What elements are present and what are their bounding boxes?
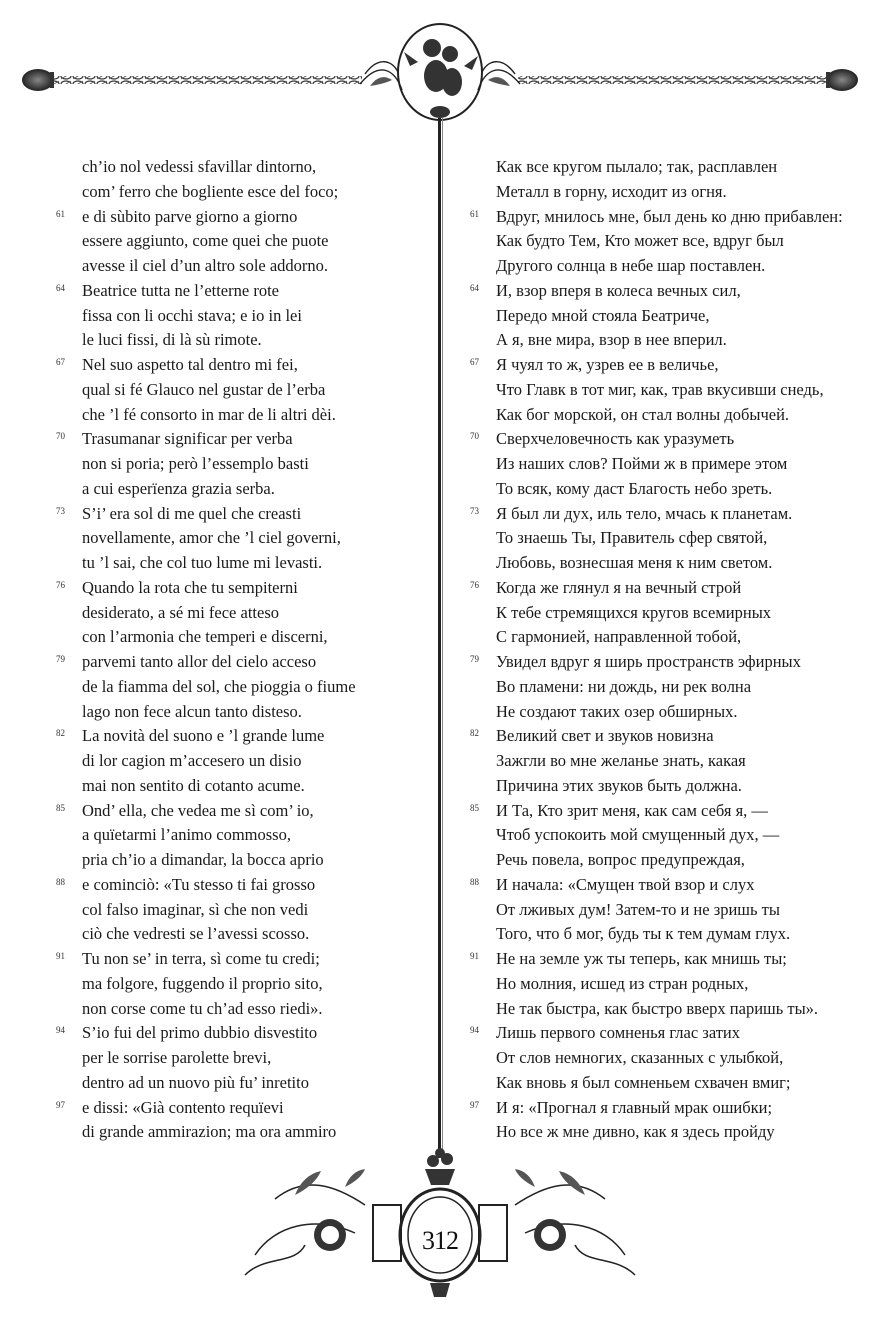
- verse-text: То всяк, кому даст Благость небо зреть.: [496, 478, 773, 498]
- page-number: 312: [422, 1226, 458, 1255]
- verse-line: [470, 403, 870, 428]
- verse-text: de la fiamma del sol, che pioggia o fiume: [82, 676, 356, 696]
- verse-text: От слов немногих, сказанных с улыбкой,: [496, 1048, 784, 1067]
- verse-text: S’io fui del primo dubbio disvestito: [82, 1023, 318, 1043]
- verse-line: [470, 180, 870, 205]
- verse-text: fissa con li occhi stava; e io in lei: [82, 305, 302, 325]
- verse-text: И начала: «Смущен твой взор и слух: [496, 874, 755, 894]
- verse-line: [56, 205, 426, 230]
- verse-text: qual si fé Glauco nel gustar de l’erba: [82, 379, 326, 399]
- verse-text: dentro ad un nuovo più fu’ inretito: [82, 1072, 309, 1092]
- verse-text: ciò che vedresti se l’avessi scosso.: [82, 924, 310, 944]
- verse-line: [470, 502, 870, 527]
- verse-line: [470, 328, 870, 353]
- verse-text: К тебе стремящихся кругов всемирных: [496, 602, 772, 622]
- verse-line: [470, 353, 870, 378]
- line-number: 88: [470, 876, 479, 887]
- verse-text: И я: «Прогнал я главный мрак ошибки;: [496, 1097, 773, 1117]
- verse-text: Но все ж мне дивно, как я здесь пройду: [496, 1122, 775, 1142]
- verse-line: [56, 1096, 426, 1121]
- verse-line: [470, 378, 870, 403]
- line-number: 76: [470, 579, 479, 590]
- column-divider: [438, 118, 441, 1158]
- line-number: 82: [56, 728, 65, 739]
- verse-text: Металл в горну, исходит из огня.: [496, 181, 727, 201]
- line-number: 67: [470, 357, 479, 367]
- verse-text: tu ’l sai, che col tuo lume mi levasti.: [82, 553, 323, 572]
- verse-line: [470, 576, 870, 601]
- verse-text: essere aggiunto, come quei che puote: [82, 231, 329, 251]
- verse-line: [470, 947, 870, 972]
- verse-text: Причина этих звуков быть должна.: [496, 775, 742, 795]
- line-number: 94: [56, 1025, 65, 1036]
- verse-text: Quando la rota che tu sempiterni: [82, 577, 298, 597]
- verse-text: Любовь, вознесшая меня к ним светом.: [496, 553, 773, 572]
- verse-text: Как все кругом пылало; так, расплавлен: [496, 157, 778, 176]
- verse-line: [470, 526, 870, 551]
- verse-line: [56, 898, 426, 923]
- verse-text: Зажгли во мне желанье знать, какая: [496, 751, 746, 770]
- russian-column: [470, 155, 870, 1145]
- verse-line: [470, 1046, 870, 1071]
- verse-line: [470, 477, 870, 502]
- verse-line: [56, 353, 426, 378]
- verse-text: le luci fissi, di là sù rimote.: [82, 330, 262, 350]
- verse-line: [470, 700, 870, 725]
- verse-line: [470, 279, 870, 304]
- verse-text: Не создают таких озер обширных.: [496, 701, 738, 721]
- verse-text: col falso imaginar, sì che non vedi: [82, 899, 309, 919]
- verse-text: a quïetarmi l’animo commosso,: [82, 825, 291, 845]
- verse-line: [56, 848, 426, 873]
- verse-text: С гармонией, направленной тобой,: [496, 627, 742, 647]
- line-number: 79: [56, 654, 65, 664]
- line-number: 91: [56, 951, 65, 961]
- verse-text: desiderato, a sé mi fece atteso: [82, 602, 279, 622]
- verse-text: Лишь первого сомненья глас затих: [496, 1023, 741, 1043]
- line-number: 97: [470, 1099, 479, 1110]
- verse-text: pria ch’io a dimandar, la bocca aprio: [82, 850, 324, 869]
- verse-text: ch’io nol vedessi sfavillar dintorno,: [82, 157, 317, 176]
- verse-text: e dissi: «Già contento requïevi: [82, 1097, 284, 1117]
- verse-text: che ’l fé consorto in mar de li altri dèi.: [82, 404, 336, 424]
- verse-text: Как бог морской, он стал волны добычей.: [496, 404, 790, 424]
- verse-line: [56, 675, 426, 700]
- verse-line: [470, 1021, 870, 1046]
- line-number: 82: [470, 728, 479, 739]
- verse-text: ma folgore, fuggendo il proprio sito,: [82, 973, 323, 993]
- verse-text: S’i’ era sol di me quel che creasti: [82, 503, 302, 523]
- verse-line: [470, 848, 870, 873]
- verse-line: [56, 229, 426, 254]
- line-number: 79: [470, 654, 479, 664]
- verse-text: di grande ammirazion; ma ora ammiro: [82, 1122, 337, 1142]
- verse-text: di lor cagion m’accesero un disio: [82, 751, 302, 770]
- verse-line: [470, 625, 870, 650]
- verse-line: [56, 947, 426, 972]
- verse-line: [56, 823, 426, 848]
- verse-text: От лживых дум! Затем-то и не зришь ты: [496, 899, 780, 919]
- line-number: 94: [470, 1025, 479, 1036]
- verse-text: La novità del suono e ’l grande lume: [82, 726, 325, 746]
- verse-text: А я, вне мира, взор в нее вперил.: [496, 330, 727, 350]
- verse-text: Во пламени: ни дождь, ни рек волна: [496, 676, 752, 696]
- line-number: 73: [56, 505, 65, 516]
- line-number: 61: [56, 208, 65, 219]
- verse-text: mai non sentito di cotanto acume.: [82, 775, 305, 795]
- verse-line: [56, 700, 426, 725]
- verse-text: Ond’ ella, che vedea me sì com’ io,: [82, 800, 314, 820]
- verse-line: [470, 799, 870, 824]
- verse-line: [470, 205, 870, 230]
- line-number: 64: [470, 282, 479, 293]
- verse-line: [470, 304, 870, 329]
- verse-line: [470, 452, 870, 477]
- verse-line: [56, 873, 426, 898]
- verse-text: Nel suo aspetto tal dentro mi fei,: [82, 355, 298, 374]
- verse-line: [470, 823, 870, 848]
- verse-line: [56, 180, 426, 205]
- verse-text: non corse come tu ch’ad esso riedi».: [82, 998, 323, 1018]
- verse-text: Речь повела, вопрос предупреждая,: [496, 850, 745, 869]
- verse-text: Я чуял то ж, узрев ее в величье,: [496, 355, 719, 374]
- footer-cartouche-icon: [235, 1135, 645, 1305]
- verse-line: [470, 254, 870, 279]
- verse-line: [56, 477, 426, 502]
- line-number: 73: [470, 505, 479, 516]
- verse-line: [470, 724, 870, 749]
- verse-line: [56, 304, 426, 329]
- verse-line: [56, 1071, 426, 1096]
- line-number: 88: [56, 876, 65, 887]
- verse-text: Tu non se’ in terra, sì come tu credi;: [82, 949, 320, 968]
- verse-line: [56, 997, 426, 1022]
- verse-text: Не на земле уж ты теперь, как мнишь ты;: [496, 949, 787, 968]
- verse-line: [56, 1046, 426, 1071]
- verse-line: [470, 749, 870, 774]
- verse-text: Но молния, исшед из стран родных,: [496, 973, 749, 993]
- verse-line: [470, 601, 870, 626]
- verse-line: [56, 1021, 426, 1046]
- verse-text: Как будто Тем, Кто может все, вдруг был: [496, 231, 784, 251]
- verse-line: [56, 799, 426, 824]
- verse-line: [470, 774, 870, 799]
- verse-line: [56, 155, 426, 180]
- italian-column: [56, 155, 426, 1145]
- line-number: 61: [470, 208, 479, 219]
- line-number: 67: [56, 357, 65, 367]
- line-number: 97: [56, 1099, 65, 1110]
- line-number: 70: [470, 431, 479, 442]
- verse-line: [56, 526, 426, 551]
- verse-line: [56, 328, 426, 353]
- verse-text: Другого солнца в небе шар поставлен.: [496, 256, 766, 275]
- verse-line: [470, 155, 870, 180]
- verse-text: Beatrice tutta ne l’etterne rote: [82, 280, 279, 300]
- verse-text: avesse il ciel d’un altro sole addorno.: [82, 256, 329, 275]
- verse-text: Я был ли дух, иль тело, мчась к планетам.: [496, 503, 793, 523]
- line-number: 70: [56, 431, 65, 442]
- verse-text: e di sùbito parve giorno a giorno: [82, 206, 298, 226]
- verse-line: [470, 1096, 870, 1121]
- verse-text: Когда же глянул я на вечный строй: [496, 577, 742, 597]
- verse-text: com’ ferro che bogliente esce del foco;: [82, 181, 339, 201]
- verse-line: [56, 576, 426, 601]
- verse-text: Не так быстра, как быстро вверх паришь ты».: [496, 998, 819, 1018]
- verse-line: [56, 650, 426, 675]
- verse-line: [56, 502, 426, 527]
- verse-text: Передо мной стояла Беатриче,: [496, 305, 710, 325]
- verse-line: [470, 551, 870, 576]
- line-number: 64: [56, 282, 65, 293]
- verse-text: Того, что б мог, будь ты к тем думам глух.: [496, 924, 791, 944]
- verse-text: Что Главк в тот миг, как, трав вкусивши снедь,: [496, 379, 824, 399]
- verse-line: [56, 452, 426, 477]
- verse-line: [470, 675, 870, 700]
- verse-text: Вдруг, мнилось мне, был день ко дню прибавлен:: [496, 206, 843, 226]
- verse-text: И Та, Кто зрит меня, как сам себя я, —: [496, 800, 768, 820]
- verse-text: parvemi tanto allor del cielo acceso: [82, 652, 317, 671]
- verse-text: con l’armonia che temperi e discerni,: [82, 627, 328, 647]
- verse-line: [56, 551, 426, 576]
- verse-line: [56, 625, 426, 650]
- verse-text: И, взор вперя в колеса вечных сил,: [496, 280, 741, 300]
- verse-line: [56, 427, 426, 452]
- verse-line: [470, 229, 870, 254]
- line-number: 85: [56, 802, 65, 813]
- verse-text: Увидел вдруг я ширь пространств эфирных: [496, 652, 801, 671]
- verse-line: [470, 997, 870, 1022]
- verse-line: [56, 378, 426, 403]
- verse-line: [470, 922, 870, 947]
- verse-text: Великий свет и звуков новизна: [496, 726, 714, 746]
- verse-text: lago non fece alcun tanto disteso.: [82, 701, 302, 721]
- line-number: 76: [56, 579, 65, 590]
- verse-text: non si poria; però l’essemplo basti: [82, 454, 309, 473]
- verse-line: [56, 254, 426, 279]
- verse-line: [470, 873, 870, 898]
- verse-text: novellamente, amor che ’l ciel governi,: [82, 528, 341, 548]
- verse-line: [56, 403, 426, 428]
- verse-text: Чтоб успокоить мой смущенный дух, —: [496, 825, 780, 845]
- verse-line: [56, 922, 426, 947]
- verse-line: [470, 1071, 870, 1096]
- verse-line: [470, 650, 870, 675]
- verse-text: a cui esperïenza grazia serba.: [82, 478, 275, 498]
- verse-line: [56, 749, 426, 774]
- verse-text: Из наших слов? Пойми ж в примере этом: [496, 454, 788, 473]
- verse-line: [56, 972, 426, 997]
- verse-line: [470, 898, 870, 923]
- verse-text: Trasumanar significar per verba: [82, 429, 293, 449]
- verse-line: [470, 972, 870, 997]
- line-number: 91: [470, 951, 479, 961]
- verse-text: То знаешь Ты, Правитель сфер святой,: [496, 528, 768, 548]
- verse-text: Как вновь я был сомненьем схвачен вмиг;: [496, 1072, 791, 1092]
- verse-text: Сверхчеловечность как уразуметь: [496, 429, 735, 449]
- verse-line: [56, 724, 426, 749]
- verse-line: [470, 427, 870, 452]
- line-number: 85: [470, 802, 479, 813]
- verse-line: [56, 279, 426, 304]
- verse-line: [56, 601, 426, 626]
- verse-line: [56, 774, 426, 799]
- verse-text: per le sorrise parolette brevi,: [82, 1048, 272, 1067]
- verse-text: e cominciò: «Tu stesso ti fai grosso: [82, 874, 316, 894]
